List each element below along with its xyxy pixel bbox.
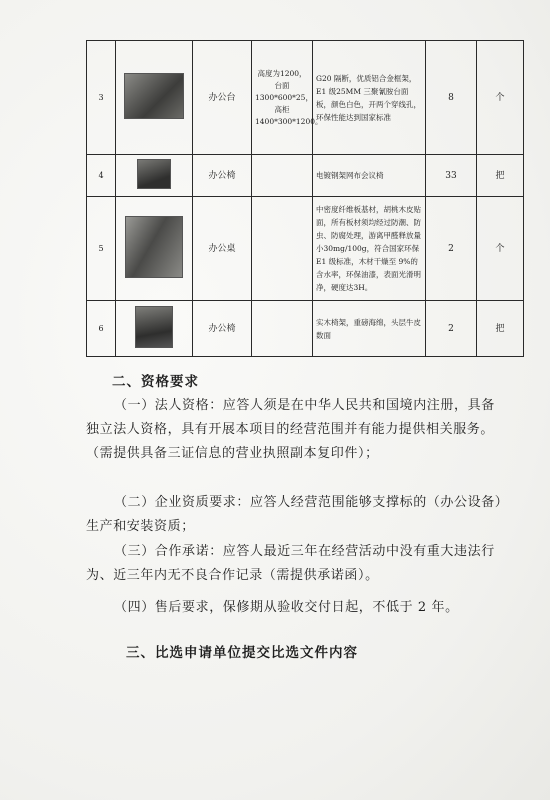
row-number: 3 [87, 41, 116, 155]
product-image [116, 155, 193, 197]
product-dimensions [252, 197, 313, 301]
product-quantity: 8 [426, 41, 477, 155]
table-row [87, 301, 524, 357]
furniture-spec-table [86, 40, 524, 357]
product-dimensions: 高度为1200，台面1300*600*25，高柜1400*300*1200。 [252, 41, 313, 155]
product-unit: 个 [477, 197, 524, 301]
row-number: 5 [87, 197, 116, 301]
product-dimensions [252, 155, 313, 197]
paragraph-legal-qualification: （一）法人资格：应答人须是在中华人民共和国境内注册，具备独立法人资格，具有开展本项目的经营范围并有能力提供相关服务。（需提供具备三证信息的营业执照副本复印件）； [86, 398, 495, 461]
product-unit: 把 [477, 155, 524, 197]
paragraph-cooperation-commitment: （三）合作承诺：应答人最近三年在经营活动中没有重大违法行为、近三年内无不良合作记录（需提供承诺函）。 [86, 544, 495, 583]
product-description: 实木椅架，重磅海绵，头层牛皮数面 [313, 301, 426, 357]
paragraph-after-sales: （四）售后要求，保修期从验收交付日起，不低于 2 年。 [114, 600, 459, 615]
product-name: 办公椅 [193, 155, 252, 197]
product-quantity: 2 [426, 197, 477, 301]
office-chair-photo-icon [135, 306, 173, 348]
product-image [116, 41, 193, 155]
section-title: 三、比选申请单位提交比选文件内容 [126, 645, 358, 661]
product-name: 办公桌 [193, 197, 252, 301]
product-name: 办公椅 [193, 301, 252, 357]
product-name: 办公台 [193, 41, 252, 155]
product-description: G20 隔断，优质铝合金框架，E1 级25MM 三聚氰胺台面板，颜色白色，开两个穿线孔，环保性能达到国家标准 [313, 41, 426, 155]
paragraph-enterprise-qualification: （二）企业资质要求：应答人经营范围能够支撑标的（办公设备）生产和安装资质； [86, 495, 502, 534]
product-description: 电镀钢架网布会议椅 [313, 155, 426, 197]
product-quantity: 33 [426, 155, 477, 197]
product-image [116, 197, 193, 301]
product-image [116, 301, 193, 357]
office-desk-photo-icon [124, 73, 184, 119]
product-unit: 个 [477, 41, 524, 155]
table-row [87, 197, 524, 301]
row-number: 6 [87, 301, 116, 357]
office-desk-photo-icon [125, 216, 183, 278]
product-dimensions [252, 301, 313, 357]
table-row [87, 155, 524, 197]
product-unit: 把 [477, 301, 524, 357]
product-quantity: 2 [426, 301, 477, 357]
table-row [87, 41, 524, 155]
product-description: 中密度纤维板基材，胡桃木皮贴面，所有板材须均经过防潮、防虫、防腐处理，游离甲醛释放量小30mg/100g，符合国家环保 E1 级标准，木材干燥至 9%的含水率，环保油漆，表面光滑明净，硬度达3H。 [313, 197, 426, 301]
row-number: 4 [87, 155, 116, 197]
office-chair-photo-icon [137, 159, 171, 189]
section-title: 二、资格要求 [112, 374, 199, 390]
